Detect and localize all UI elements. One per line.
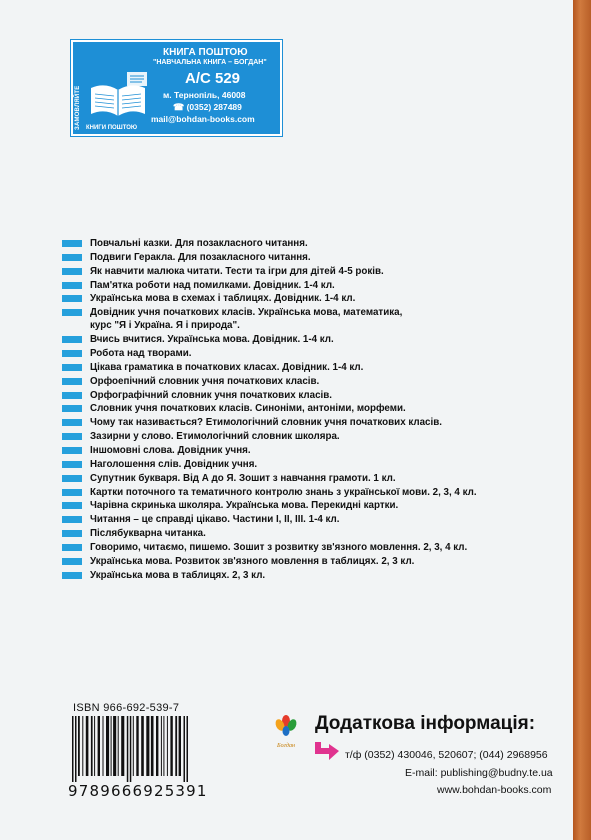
bullet-icon (62, 502, 82, 509)
list-item (62, 306, 477, 333)
stamp-box: А/С 529 (185, 70, 241, 87)
barcode-bar (98, 716, 100, 776)
barcode-bar (91, 716, 93, 776)
barcode-bar (146, 716, 149, 776)
book-title: Наголошення слів. Довідник учня. (90, 458, 258, 470)
barcode-bar (179, 716, 181, 776)
info-title: Додаткова інформація: (315, 713, 536, 734)
bullet-icon (62, 405, 82, 412)
barcode-bar (141, 716, 144, 776)
isbn-text: ISBN 966-692-539-7 (73, 702, 180, 714)
barcode-bar (163, 716, 164, 776)
list-item (62, 486, 477, 500)
bullet-icon (62, 572, 82, 579)
bullet-icon (62, 489, 82, 496)
list-item (62, 541, 477, 555)
book-title: Супутник букваря. Від А до Я. Зошит з навчання грамоти. 1 кл. (90, 472, 396, 484)
list-item (62, 472, 477, 486)
bullet-icon (62, 295, 82, 302)
list-item (62, 555, 477, 569)
barcode-bar (133, 716, 134, 776)
list-item (62, 292, 477, 306)
bullet-icon (62, 530, 82, 537)
book-title: Словник учня початкових класів. Синоніми, антоніми, морфеми. (90, 403, 406, 415)
barcode-bar (78, 716, 80, 776)
book-title: Пам'ятка роботи над помилками. Довідник. 1-4 кл. (90, 279, 335, 291)
bullet-icon (62, 558, 82, 565)
barcode-bar (161, 716, 162, 776)
bullet-icon (62, 309, 82, 316)
barcode (70, 716, 259, 782)
contact-email: E-mail: publishing@budny.te.ua (405, 767, 553, 779)
book-title: Робота над творами. (90, 348, 192, 360)
contact-website: www.bohdan-books.com (437, 784, 552, 796)
bullet-icon (62, 419, 82, 426)
logo-text: Богдан (277, 743, 295, 749)
barcode-bar (86, 716, 89, 776)
barcode-bar (136, 716, 138, 776)
contact-phones: т/ф (0352) 430046, 520607; (044) 2968956 (345, 749, 548, 761)
book-title-line2: курс "Я і Україна. Я і природа". (90, 320, 240, 332)
list-item (62, 361, 477, 375)
mail-order-stamp (71, 40, 282, 136)
bullet-icon (62, 433, 82, 440)
bullet-icon (62, 544, 82, 551)
book-title: Українська мова. Розвиток зв'язного мовлення в таблицях. 2, 3 кл. (90, 555, 415, 567)
stamp-title: КНИГА ПОШТОЮ (163, 47, 248, 58)
open-book-icon (87, 70, 149, 120)
list-item (62, 416, 477, 430)
bullet-icon (62, 516, 82, 523)
book-title: Українська мова в схемах і таблицях. Довідник. 1-4 кл. (90, 293, 356, 305)
list-item (62, 513, 477, 527)
barcode-bar (121, 716, 124, 776)
arrow-icon (313, 740, 341, 762)
book-title: Українська мова в таблицях. 2, 3 кл. (90, 569, 266, 581)
bullet-icon (62, 268, 82, 275)
stamp-phone-number: (0352) 287489 (186, 102, 242, 112)
book-spine-edge (573, 0, 591, 840)
list-item (62, 444, 477, 458)
list-item (62, 389, 477, 403)
barcode-bar (170, 716, 172, 776)
book-title: Як навчити малюка читати. Тести та ігри для дітей 4-5 років. (90, 265, 384, 277)
stamp-email: mail@bohdan-books.com (151, 114, 255, 124)
barcode-bar (75, 716, 77, 782)
list-item (62, 402, 477, 416)
stamp-phone (173, 102, 242, 113)
barcode-bar (113, 716, 116, 776)
bullet-icon (62, 336, 82, 343)
barcode-bar (156, 716, 158, 776)
barcode-bar (82, 716, 83, 776)
bullet-icon (62, 350, 82, 357)
book-title: Картки поточного та тематичного контролю знань з української мови. 2, 3, 4 кл. (90, 486, 477, 498)
bullet-icon (62, 254, 82, 261)
barcode-bar (175, 716, 177, 776)
bullet-icon (62, 364, 82, 371)
book-title: Післябукварна читанка. (90, 528, 206, 540)
list-item (62, 251, 477, 265)
bullet-icon (62, 461, 82, 468)
bullet-icon (62, 447, 82, 454)
book-list (62, 237, 477, 582)
book-title: Довідник учня початкових класів. Українська мова, математика, (90, 307, 403, 319)
book-title: Орфоепічний словник учня початкових класів. (90, 375, 320, 387)
barcode-bar (184, 716, 186, 782)
barcode-bar (106, 716, 109, 776)
barcode-bar (130, 716, 132, 782)
book-title: Цікава граматика в початкових класах. Довідник. 1-4 кл. (90, 361, 364, 373)
bullet-icon (62, 240, 82, 247)
list-item (62, 265, 477, 279)
book-title: Читання – це справді цікаво. Частини I, II, III. 1-4 кл. (90, 514, 340, 526)
book-title: Вчись вчитися. Українська мова. Довідник. 1-4 кл. (90, 334, 334, 346)
list-item (62, 458, 477, 472)
book-title: Орфографічний словник учня початкових класів. (90, 389, 332, 401)
book-title: Чому так називається? Етимологічний словник учня початкових класів. (90, 417, 442, 429)
list-item (62, 347, 477, 361)
bullet-icon (62, 392, 82, 399)
list-item (62, 527, 477, 541)
barcode-bar (111, 716, 112, 776)
stamp-bottom-text: КНИГИ ПОШТОЮ (86, 125, 138, 131)
stamp-subtitle: "НАВЧАЛЬНА КНИГА – БОГДАН" (153, 59, 267, 66)
list-item (62, 237, 477, 251)
publisher-logo (273, 713, 299, 753)
barcode-bar (127, 716, 129, 782)
bullet-icon (62, 282, 82, 289)
list-item (62, 430, 477, 444)
barcode-bar (94, 716, 95, 776)
stamp-city: м. Тернопіль, 46008 (163, 90, 246, 100)
bullet-icon (62, 475, 82, 482)
list-item (62, 499, 477, 513)
book-title: Зазирни у слово. Етимологічний словник школяра. (90, 431, 340, 443)
barcode-bar (151, 716, 154, 776)
list-item (62, 279, 477, 293)
book-title: Говоримо, читаємо, пишемо. Зошит з розвитку зв'язного мовлення. 2, 3, 4 кл. (90, 541, 468, 553)
barcode-bar (167, 716, 168, 776)
list-item (62, 333, 477, 347)
list-item (62, 375, 477, 389)
barcode-bar (72, 716, 74, 782)
stamp-side-text: ЗАМОВЛЯЙТЕ (75, 85, 81, 130)
book-title: Повчальні казки. Для позакласного читання. (90, 238, 308, 249)
book-title: Іншомовні слова. Довідник учня. (90, 444, 251, 456)
book-title: Подвиги Геракла. Для позакласного читання. (90, 251, 311, 263)
barcode-bar (103, 716, 104, 776)
phone-icon: ☎ (173, 102, 185, 112)
list-item (62, 569, 477, 583)
bullet-icon (62, 378, 82, 385)
ean-digits: 9789666925391 (68, 782, 208, 800)
barcode-bar (118, 716, 119, 776)
book-title: Чарівна скринька школяра. Українська мова. Перекидні картки. (90, 500, 399, 512)
barcode-bar (187, 716, 189, 782)
